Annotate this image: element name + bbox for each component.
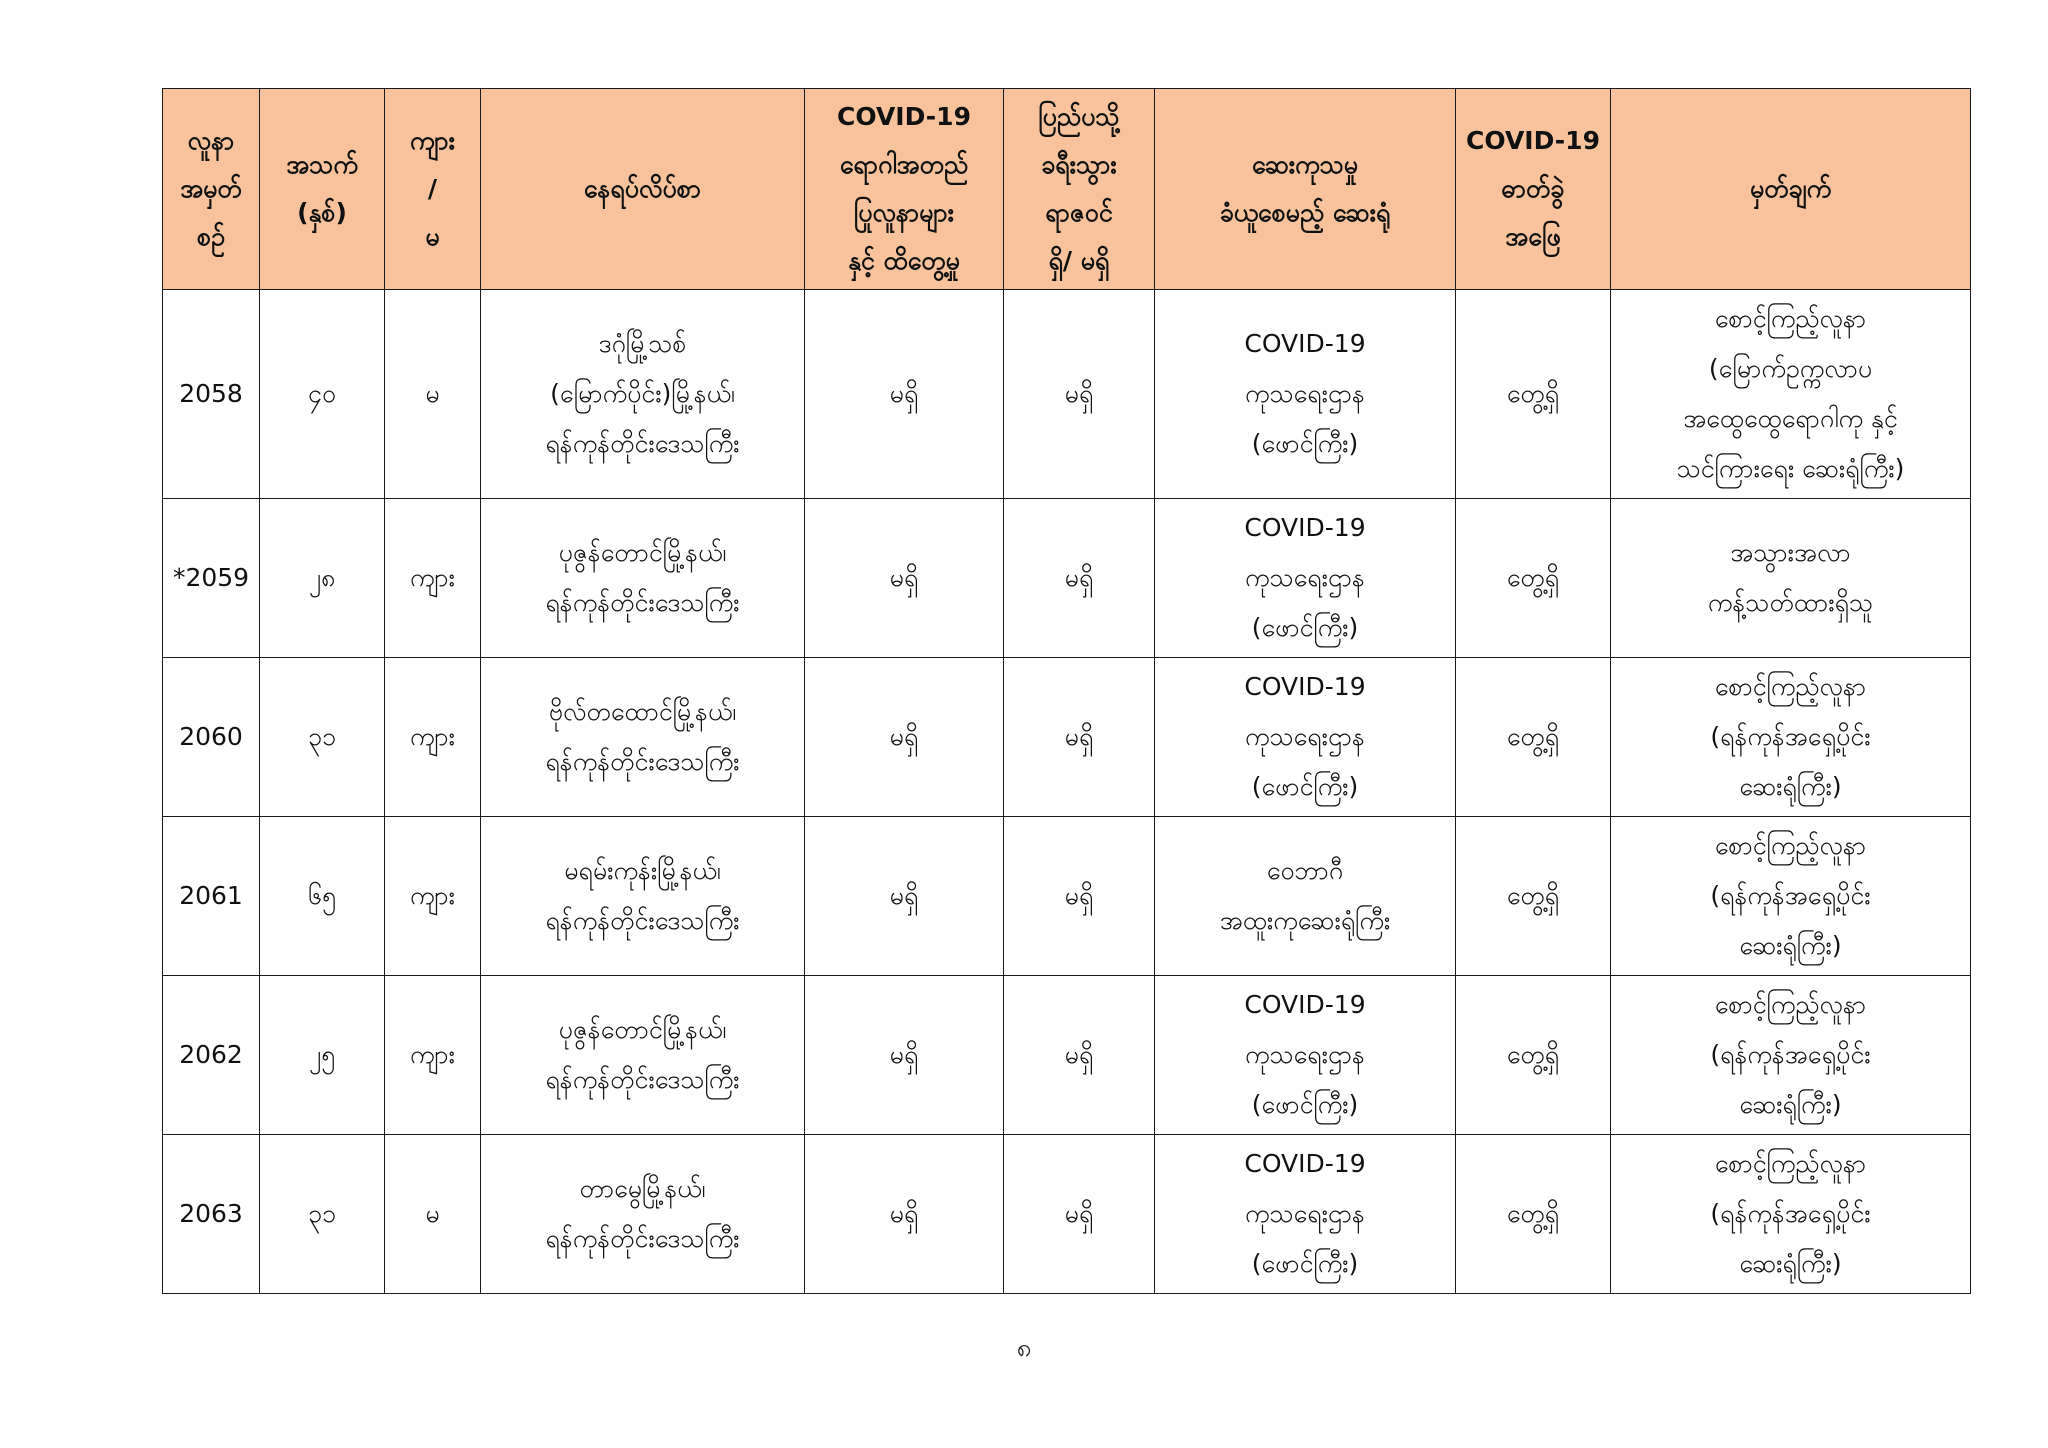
cell-line: (ဖောင်ကြီး) [1251, 1090, 1359, 1119]
cell-patient-no: 2061 [163, 817, 260, 976]
cell-line: (ရန်ကုန်အရှေ့ပိုင်း [1710, 722, 1871, 751]
cell-line: ဆေးရုံကြီး) [1739, 931, 1842, 960]
cell-age: ၃၁ [260, 658, 385, 817]
cell-line: ကုသရေးဌာန [1245, 563, 1365, 592]
cell-line: COVID-19 [1244, 1149, 1366, 1178]
cell-sex: ကျား [385, 499, 481, 658]
table-row [163, 499, 1971, 658]
header-line: လူနာ [187, 126, 235, 155]
cell-travel-history: မရှိ [1004, 817, 1155, 976]
cell-patient-no: 2058 [163, 290, 260, 499]
cell-line: ကုသရေးဌာန [1245, 722, 1365, 751]
header-line: မှတ်ချက် [1749, 174, 1832, 203]
cell-line: ကုသရေးဌာန [1245, 1199, 1365, 1228]
header-line: ပြုလူနာများ [854, 198, 954, 227]
cell-address [481, 290, 805, 499]
header-travel-history [1004, 89, 1155, 290]
header-row [163, 89, 1971, 290]
cell-lab-result: တွေ့ရှိ [1456, 1135, 1611, 1294]
cell-sex: ကျား [385, 976, 481, 1135]
cell-line: တာမွေမြို့နယ်၊ [579, 1174, 706, 1203]
header-hospital [1155, 89, 1456, 290]
cell-line: မရမ်းကုန်းမြို့နယ်၊ [564, 856, 721, 885]
page-number: ၈ [1016, 1333, 1032, 1363]
cell-line: ကန့်သတ်ထားရှိသူ [1707, 588, 1874, 617]
header-address [481, 89, 805, 290]
cell-address [481, 976, 805, 1135]
cell-line: စောင့်ကြည့်လူနာ [1714, 831, 1867, 860]
header-lab-result [1456, 89, 1611, 290]
header-line: (နှစ်) [297, 198, 347, 227]
cell-hospital [1155, 658, 1456, 817]
header-patient-no [163, 89, 260, 290]
cell-line: စောင့်ကြည့်လူနာ [1714, 1149, 1867, 1178]
cell-line: (ဖောင်ကြီး) [1251, 1249, 1359, 1278]
cell-line: ဝေဘာဂီ [1266, 856, 1344, 885]
cell-lab-result: တွေ့ရှိ [1456, 817, 1611, 976]
header-line: COVID-19 [1466, 126, 1600, 155]
cell-age: ၂၅ [260, 976, 385, 1135]
cell-line: ဒဂုံမြို့သစ် [598, 329, 687, 358]
cell-lab-result: တွေ့ရှိ [1456, 976, 1611, 1135]
cell-travel-history: မရှိ [1004, 290, 1155, 499]
cell-age: ၆၅ [260, 817, 385, 976]
cell-line: ဆေးရုံကြီး) [1739, 772, 1842, 801]
cell-line: (ရန်ကုန်အရှေ့ပိုင်း [1710, 1199, 1871, 1228]
header-line: နှင့် ထိတွေ့မှု [848, 246, 960, 275]
cell-sex: မ [385, 1135, 481, 1294]
cell-travel-history: မရှိ [1004, 1135, 1155, 1294]
cell-hospital [1155, 817, 1456, 976]
cell-lab-result: တွေ့ရှိ [1456, 658, 1611, 817]
cell-travel-history: မရှိ [1004, 658, 1155, 817]
cell-line: အထူးကုဆေးရုံကြီး [1219, 906, 1391, 935]
cell-line: (မြောက်ပိုင်း)မြို့နယ်၊ [550, 379, 735, 408]
cell-contact: မရှိ [805, 499, 1004, 658]
cell-age: ၂၈ [260, 499, 385, 658]
header-line: နေရပ်လိပ်စာ [583, 174, 702, 203]
header-line: ရှိ/ မရှိ [1048, 246, 1110, 275]
cell-address [481, 817, 805, 976]
cell-sex: ကျား [385, 817, 481, 976]
header-line: ဓာတ်ခွဲ [1501, 174, 1565, 203]
cell-line: (ဖောင်ကြီး) [1251, 772, 1359, 801]
cell-remark [1611, 976, 1971, 1135]
cell-line: ဆေးရုံကြီး) [1739, 1090, 1842, 1119]
header-line: COVID-19 [837, 102, 971, 131]
cell-line: ရန်ကုန်တိုင်းဒေသကြီး [545, 747, 740, 776]
cell-travel-history: မရှိ [1004, 976, 1155, 1135]
header-line: အသက် [286, 150, 358, 179]
table-row [163, 290, 1971, 499]
header-line: ခံယူစေမည့် ဆေးရုံ [1219, 198, 1391, 227]
cell-line: ရန်ကုန်တိုင်းဒေသကြီး [545, 1224, 740, 1253]
cell-line: ဗိုလ်တထောင်မြို့နယ်၊ [548, 697, 737, 726]
cell-line: အထွေထွေရောဂါကု နှင့် [1683, 404, 1898, 433]
cell-line: ပုဇွန်တောင်မြို့နယ်၊ [558, 1015, 727, 1044]
cell-line: အသွားအလာ [1730, 538, 1851, 567]
cell-line: ကုသရေးဌာန [1245, 379, 1365, 408]
cell-line: (ဖောင်ကြီး) [1251, 429, 1359, 458]
header-line: ခရီးသွား [1041, 150, 1117, 179]
table-row [163, 1135, 1971, 1294]
cell-line: ရန်ကုန်တိုင်းဒေသကြီး [545, 906, 740, 935]
cell-age: ၄၀ [260, 290, 385, 499]
header-contact [805, 89, 1004, 290]
cell-line: ကုသရေးဌာန [1245, 1040, 1365, 1069]
header-line: ရာဇဝင် [1045, 198, 1113, 227]
table-header [163, 89, 1971, 290]
cell-patient-no: 2063 [163, 1135, 260, 1294]
cell-patient-no: 2060 [163, 658, 260, 817]
cell-line: (မြောက်ဥက္ကလာပ [1708, 354, 1873, 383]
cell-remark [1611, 290, 1971, 499]
cell-age: ၃၁ [260, 1135, 385, 1294]
cell-remark [1611, 499, 1971, 658]
cell-sex: ကျား [385, 658, 481, 817]
cell-line: COVID-19 [1244, 329, 1366, 358]
table-row [163, 817, 1971, 976]
table-body [163, 290, 1971, 1294]
cell-line: (ရန်ကုန်အရှေ့ပိုင်း [1710, 881, 1871, 910]
cell-patient-no: *2059 [163, 499, 260, 658]
header-line: ပြည်ပသို့ [1038, 102, 1120, 131]
cell-line: စောင့်ကြည့်လူနာ [1714, 990, 1867, 1019]
cell-line: ပုဇွန်တောင်မြို့နယ်၊ [558, 538, 727, 567]
cell-line: COVID-19 [1244, 513, 1366, 542]
cell-line: COVID-19 [1244, 990, 1366, 1019]
header-line: ဆေးကုသမှု [1251, 150, 1359, 179]
cell-line: စောင့်ကြည့်လူနာ [1714, 304, 1867, 333]
cell-patient-no: 2062 [163, 976, 260, 1135]
table-row [163, 658, 1971, 817]
header-remark [1611, 89, 1971, 290]
cell-lab-result: တွေ့ရှိ [1456, 290, 1611, 499]
cell-hospital [1155, 1135, 1456, 1294]
cell-line: ရန်ကုန်တိုင်းဒေသကြီး [545, 429, 740, 458]
cell-remark [1611, 817, 1971, 976]
header-age [260, 89, 385, 290]
cell-sex: မ [385, 290, 481, 499]
cell-line: စောင့်ကြည့်လူနာ [1714, 672, 1867, 701]
header-line: ကျား [409, 126, 456, 155]
cell-contact: မရှိ [805, 1135, 1004, 1294]
cell-line: COVID-19 [1244, 672, 1366, 701]
cell-line: ရန်ကုန်တိုင်းဒေသကြီး [545, 588, 740, 617]
header-line: အဖြေ [1505, 222, 1561, 251]
cell-address [481, 1135, 805, 1294]
header-line: ရောဂါအတည် [839, 150, 969, 179]
cell-line: သင်ကြားရေး ဆေးရုံကြီး) [1676, 454, 1905, 483]
cell-line: (ရန်ကုန်အရှေ့ပိုင်း [1710, 1040, 1871, 1069]
covid-cases-table [162, 88, 1971, 1294]
cell-address [481, 499, 805, 658]
table-row [163, 976, 1971, 1135]
header-line: စဉ် [197, 222, 225, 251]
cell-hospital [1155, 499, 1456, 658]
cell-address [481, 658, 805, 817]
cell-remark [1611, 1135, 1971, 1294]
cell-contact: မရှိ [805, 658, 1004, 817]
header-sex [385, 89, 481, 290]
cell-travel-history: မရှိ [1004, 499, 1155, 658]
header-line: မ [425, 222, 440, 251]
header-line: / [427, 174, 438, 203]
cell-contact: မရှိ [805, 976, 1004, 1135]
cell-hospital [1155, 976, 1456, 1135]
cell-contact: မရှိ [805, 290, 1004, 499]
cell-remark [1611, 658, 1971, 817]
cell-lab-result: တွေ့ရှိ [1456, 499, 1611, 658]
header-line: အမှတ် [180, 174, 242, 203]
cell-hospital [1155, 290, 1456, 499]
cell-line: ရန်ကုန်တိုင်းဒေသကြီး [545, 1065, 740, 1094]
cell-line: (ဖောင်ကြီး) [1251, 613, 1359, 642]
cell-line: ဆေးရုံကြီး) [1739, 1249, 1842, 1278]
cell-contact: မရှိ [805, 817, 1004, 976]
